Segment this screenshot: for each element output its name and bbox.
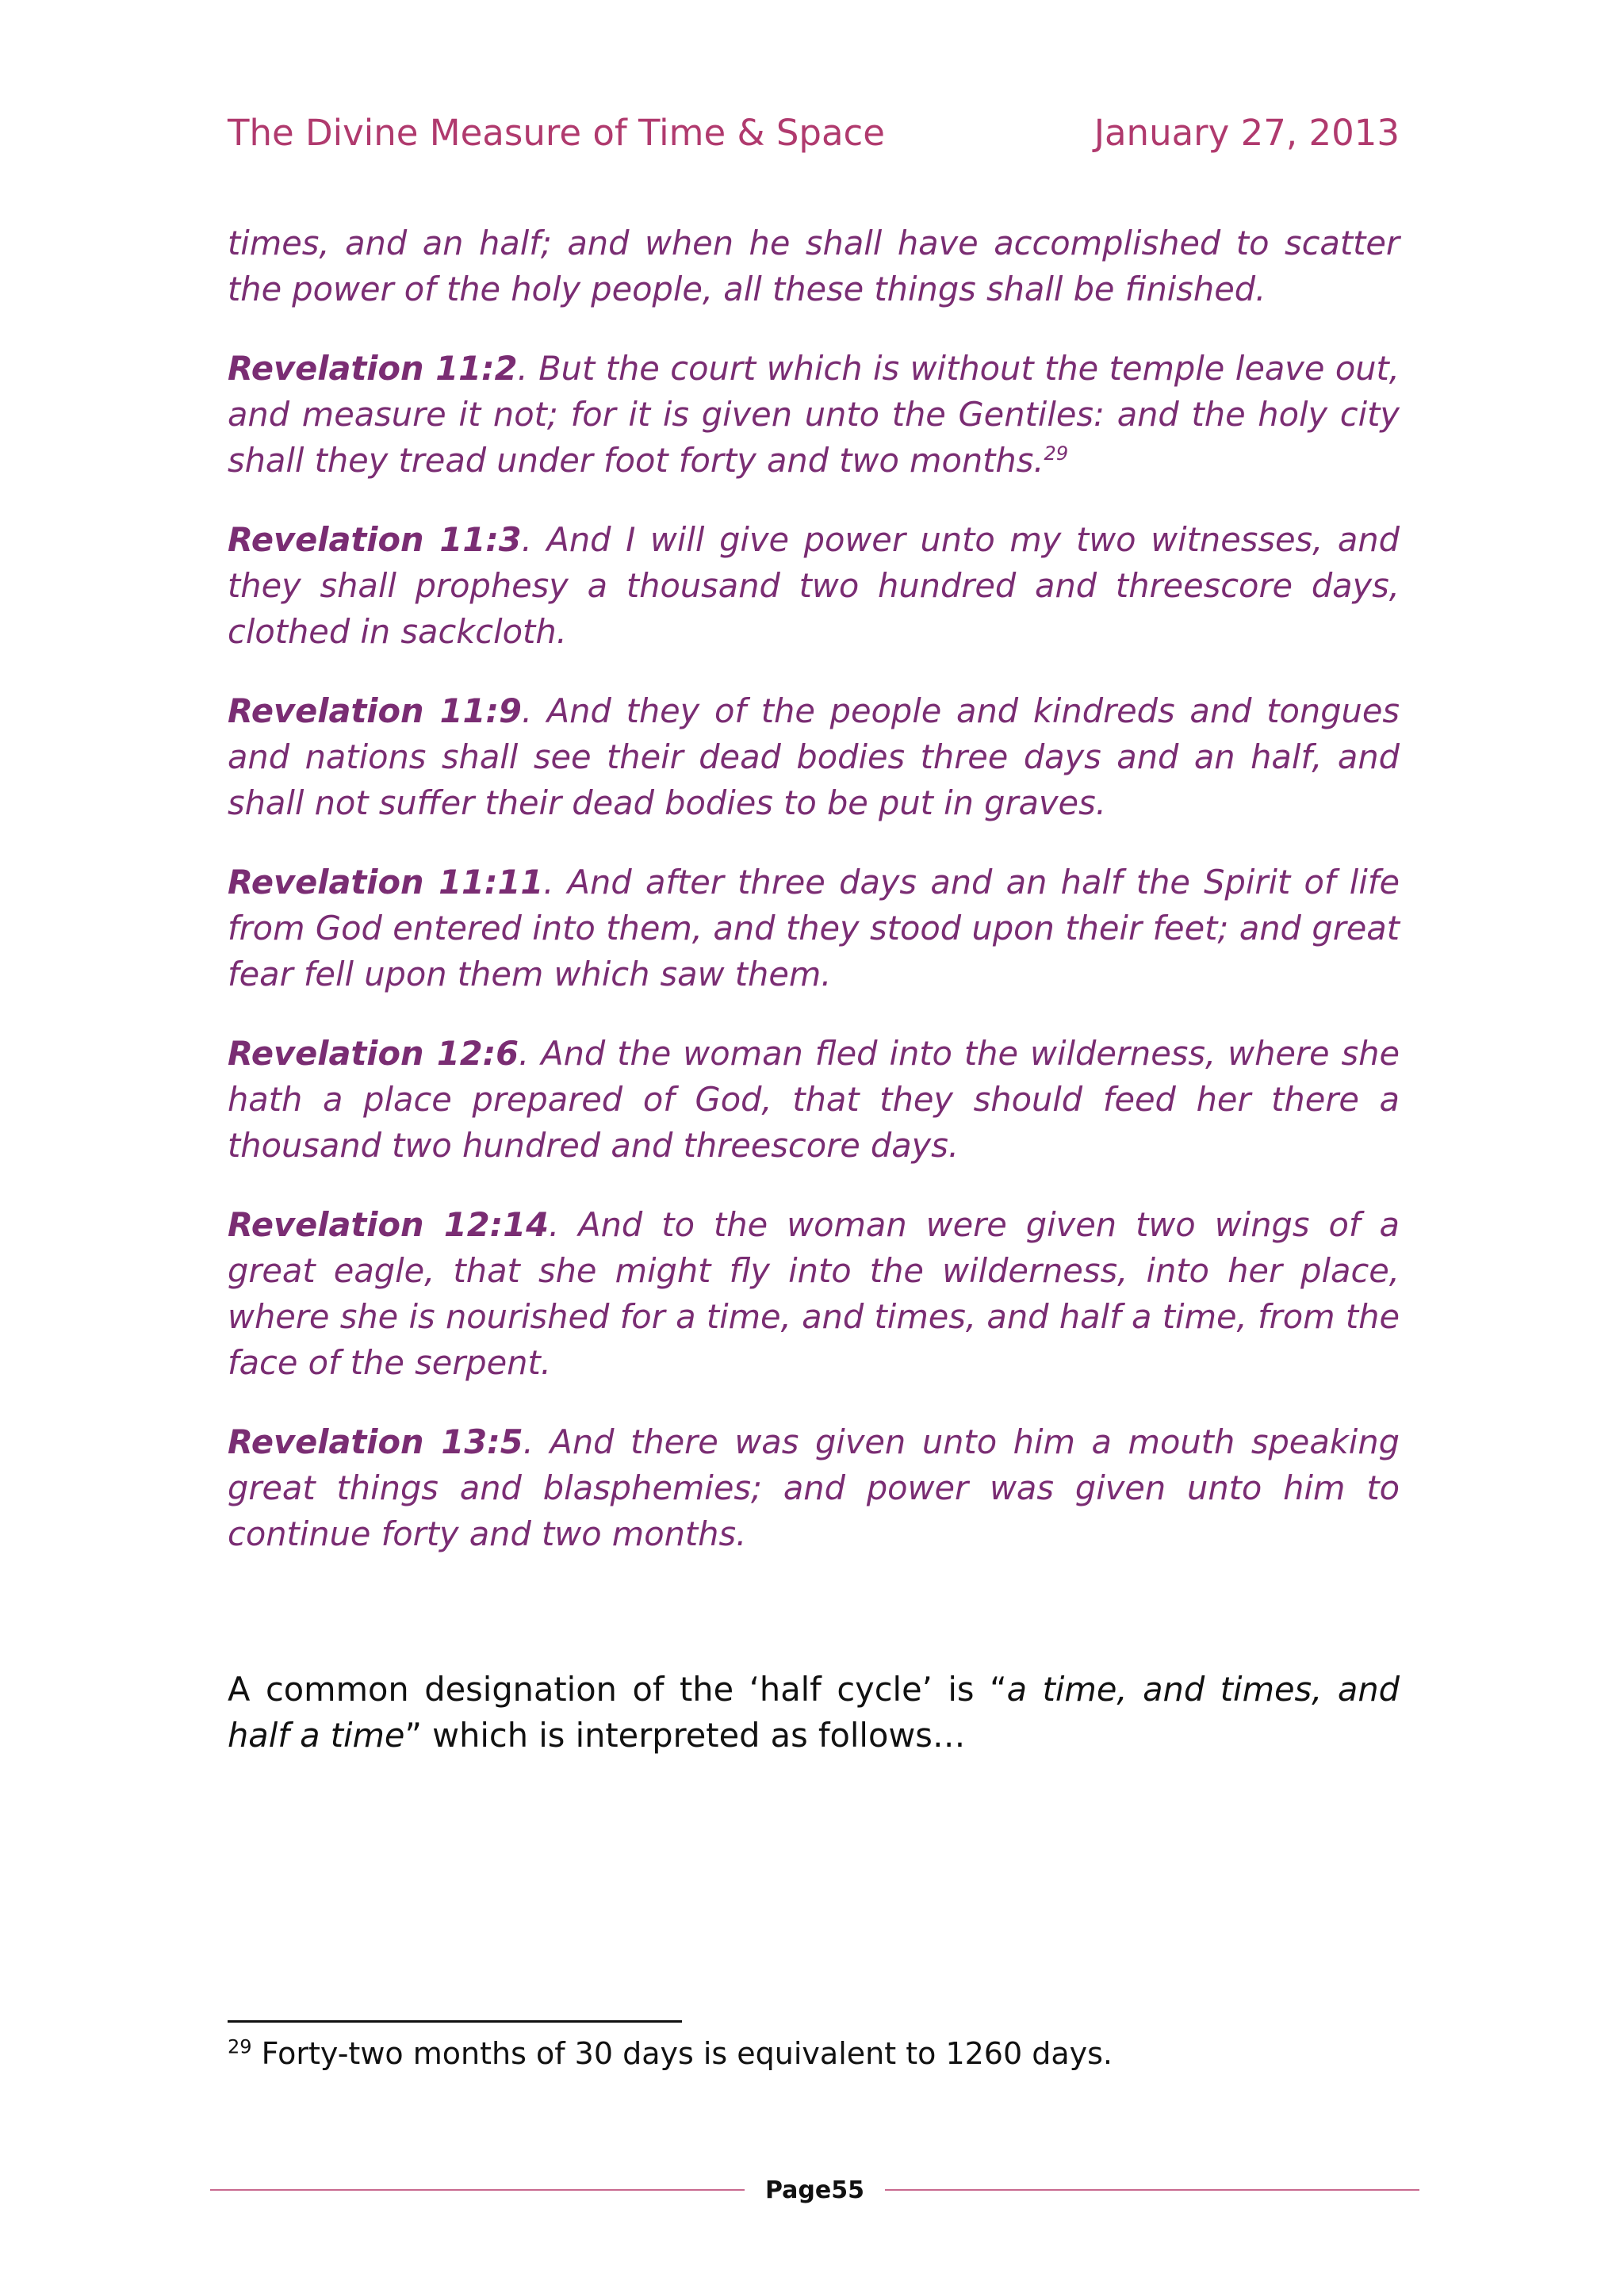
verse-text: . And they of the people and kindreds and tongues and nations shall see their dead bodies three days and an half, and shall not suffer their dead bodies to be put in graves. <box>228 691 1400 822</box>
verse-reference: Revelation 11:3 <box>228 520 522 559</box>
footer-rule-right <box>885 2189 1419 2191</box>
page-header <box>228 105 1400 160</box>
verse-text: . And to the woman were given two wings of a great eagle, that she might fly into the wilderness, into her place, where she is nourished for a time, and times, and half a time, from the face of the serpent. <box>228 1205 1400 1382</box>
footnote-number: 29 <box>228 2035 252 2058</box>
footnote <box>228 2033 1400 2074</box>
footnote-text: Forty-two months of 30 days is equivalent to 1260 days. <box>251 2036 1113 2071</box>
verse-reference: Revelation 11:9 <box>228 691 522 730</box>
verse-text: . And I will give power unto my two witnesses, and they shall prophesy a thousand two hundred and threescore days, clothed in sackcloth. <box>228 520 1400 651</box>
verse-reference: Revelation 11:11 <box>228 863 544 902</box>
verse-reference: Revelation 13:5 <box>228 1422 523 1461</box>
verse-reference: Revelation 12:14 <box>228 1205 549 1244</box>
footer-rule-left <box>210 2189 745 2191</box>
verse-paragraph <box>228 220 1400 312</box>
scripture-quotes <box>228 220 1400 1591</box>
body-emphasis: a time, and times, and half a time <box>228 1670 1400 1755</box>
verse-reference: Revelation 11:2 <box>228 349 518 388</box>
verse-text: . But the court which is without the temple leave out, and measure it not; for it is given unto the Gentiles: and the holy city shall they tread under foot forty and two months. <box>228 349 1400 480</box>
verse-reference: Revelation 12:6 <box>228 1034 519 1073</box>
footnote-divider <box>228 2020 682 2023</box>
verse-paragraph <box>228 1202 1400 1386</box>
verse-paragraph <box>228 859 1400 997</box>
verse-text: times, and an half; and when he shall have accomplished to scatter the power of the holy people, all these things shall be finished. <box>228 224 1400 308</box>
verse-text: . And after three days and an half the Spirit of life from God entered into them, and they stood upon their feet; and great fear fell upon them which saw them. <box>228 863 1400 993</box>
verse-text: . And the woman fled into the wilderness, where she hath a place prepared of God, that they should feed her there a thousand two hundred and threescore days. <box>228 1034 1400 1165</box>
page-footer <box>210 2174 1419 2206</box>
verse-paragraph <box>228 1031 1400 1169</box>
document-title: The Divine Measure of Time & Space <box>228 111 885 154</box>
footnote-marker[interactable]: 29 <box>1044 442 1069 465</box>
body-text: A common designation of the ‘half cycle’ is “ <box>228 1670 1007 1709</box>
body-text: ” which is interpreted as follows… <box>404 1716 966 1755</box>
verse-paragraph <box>228 1419 1400 1557</box>
verse-paragraph <box>228 688 1400 826</box>
verse-text: . And there was given unto him a mouth speaking great things and blasphemies; and power was given unto him to continue forty and two months. <box>228 1422 1400 1553</box>
verse-paragraph <box>228 346 1400 484</box>
page-number: Page55 <box>765 2176 864 2204</box>
body-paragraph <box>228 1667 1400 1759</box>
document-date: January 27, 2013 <box>1094 111 1400 154</box>
verse-paragraph <box>228 517 1400 655</box>
